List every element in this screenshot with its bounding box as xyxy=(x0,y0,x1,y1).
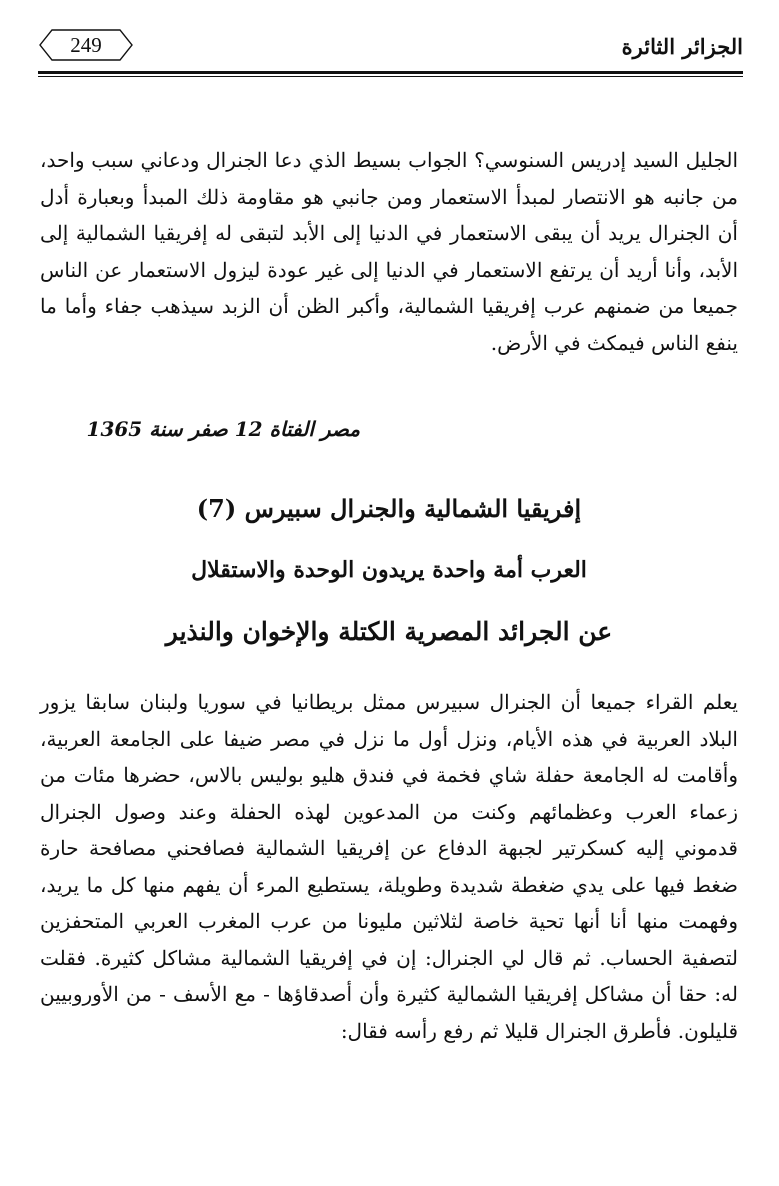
body-paragraph-1: الجليل السيد إدريس السنوسي؟ الجواب بسيط الذي دعا الجنرال ودعاني سبب واحد، من جانبه هو الانتصار لمبدأ الاستعمار ومن جانبي هو مقاومة ذلك المبدأ وبعبارة أدل أن الجنرال يريد أن يبقى الاستعمار في الدنيا إلى الأبد لتبقى له إفريقيا الشمالية إلى الأبد، وأنا أريد أن يرتفع الاستعمار في الدنيا إلى غير عودة ليزول الاستعمار عن الناس جميعا من ضمنهم عرب إفريقيا الشمالية، وأكبر الظن أن الزبد سيذهب جفاء وأما ما ينفع الناس فيمكث في الأرض. xyxy=(40,148,739,355)
article-subtitle: العرب أمة واحدة يريدون الوحدة والاستقلال xyxy=(191,557,587,583)
header-rule-thick xyxy=(38,71,743,74)
page-number-frame xyxy=(38,28,134,62)
running-title: الجزائر الثائرة xyxy=(621,34,743,59)
body-paragraph-2: يعلم القراء جميعا أن الجنرال سبيرس ممثل بريطانيا في سوريا ولبنان سابقا يزور البلاد العربية في هذه الأيام، ونزل أول ما نزل في مصر ضيفا على الجامعة العربية، وأقامت له الجامعة حفلة شاي فخمة في فندق هليو بوليس بالاس، حضرها مئات من زعماء العرب وعظمائهم وكنت من المدعوين لهذه الحفلة وعند وصول الجنرال قدموني إليه كسكرتير لجبهة الدفاع عن إفريقيا الشمالية فصافحني مصافحة حارة ضغط فيها على يدي ضغطة شديدة وطويلة، يستطيع المرء أن يفهم منها كل ما يريد، وفهمت منها أنا أنها تحية خاصة لثلاثين مليونا من عرب المغرب العربي المتحفزين لتصفية الحساب. ثم قال لي الجنرال: إن في إفريقيا الشمالية مشاكل كثيرة. فقلت له: حقا أن مشاكل إفريقيا الشمالية كثيرة وأن أصدقاؤها - مع الأسف - من الأوروبيين قليلون. فأطرق الجنرال قليلا ثم رفع رأسه فقال: xyxy=(40,690,738,1043)
page-number: 249 xyxy=(70,33,102,57)
article-title: إفريقيا الشمالية والجنرال سبيرس (7) xyxy=(196,494,582,523)
header-rule-thin xyxy=(38,76,743,77)
page-header xyxy=(38,28,743,76)
article-source: عن الجرائد المصرية الكتلة والإخوان والنذير xyxy=(165,617,613,646)
dateline: مصر الفتاة 12 صفر سنة 1365 xyxy=(86,417,360,441)
